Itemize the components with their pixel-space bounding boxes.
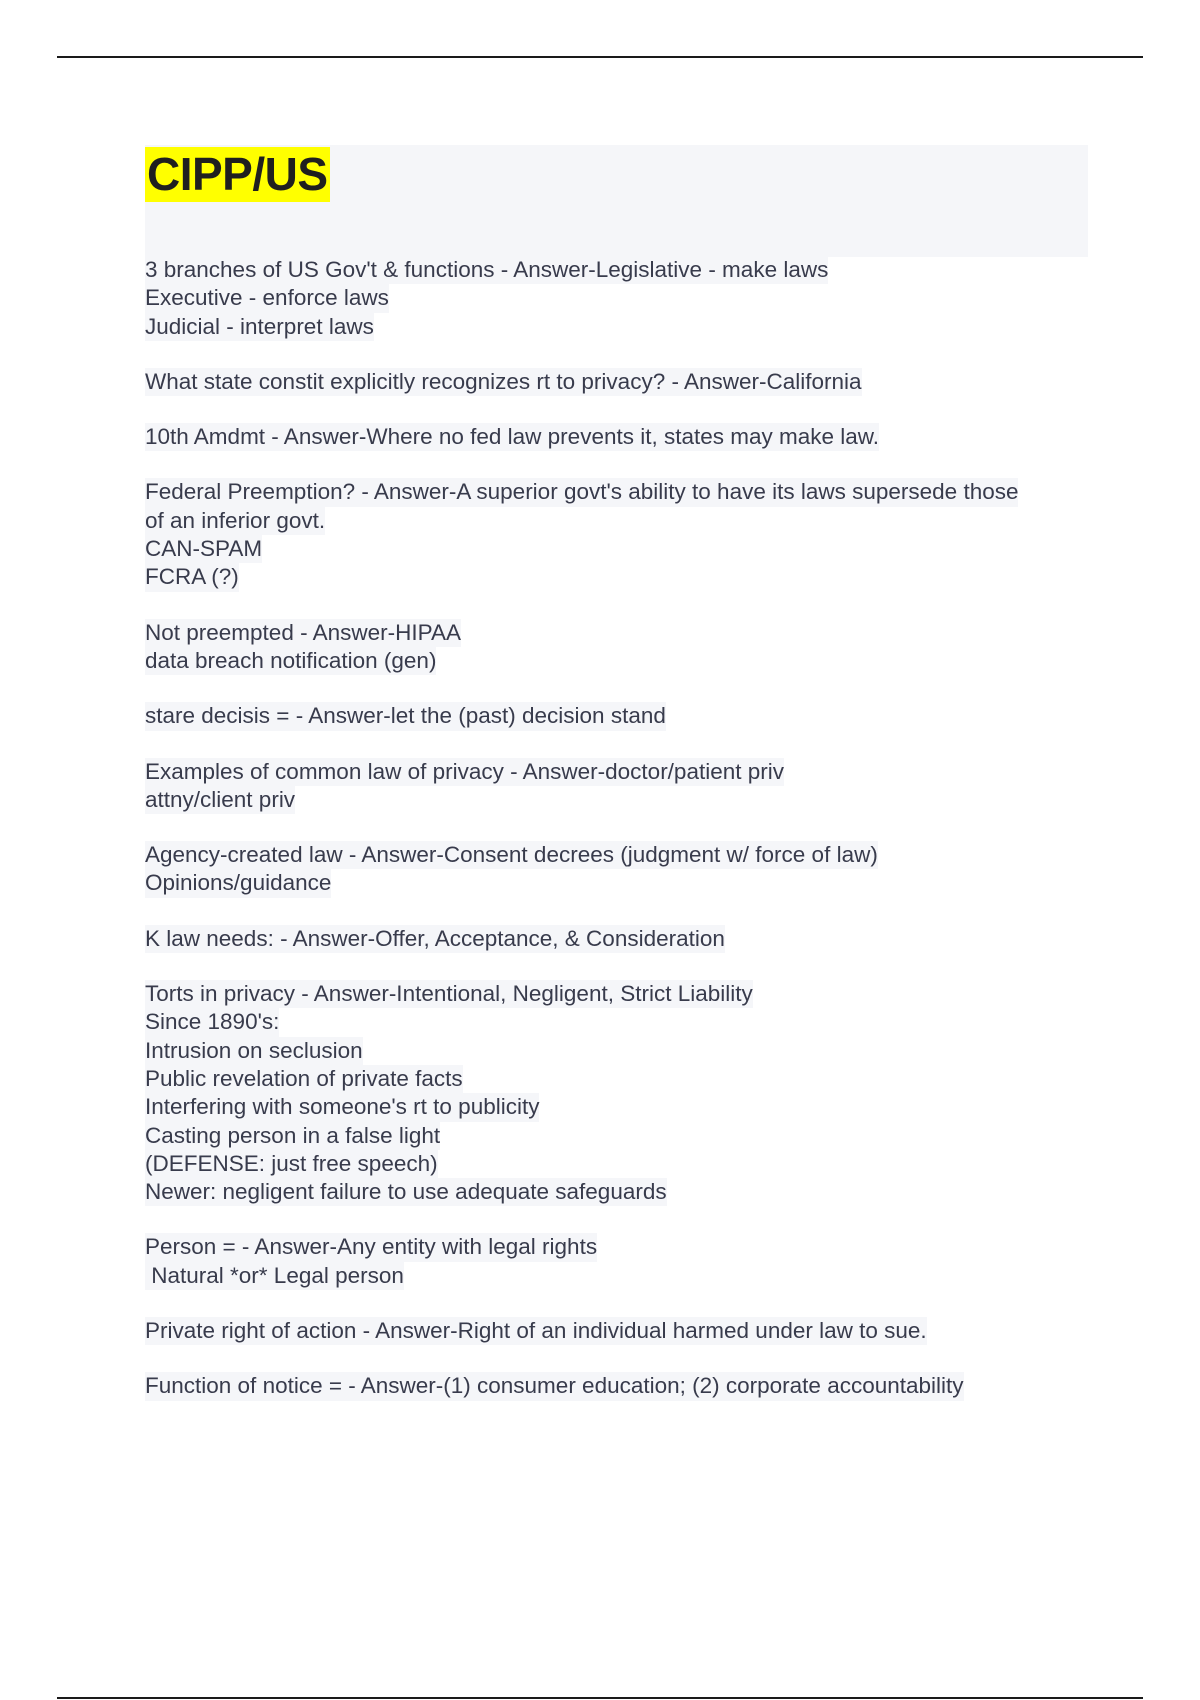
qa-answer-line: FCRA (?)	[145, 563, 239, 591]
qa-question-line: Person = - Answer-Any entity with legal rights	[145, 1233, 597, 1261]
qa-answer-line: Casting person in a false light	[145, 1122, 440, 1150]
qa-item	[145, 256, 1105, 341]
qa-item	[145, 702, 1105, 730]
qa-answer-line: Since 1890's:	[145, 1008, 279, 1036]
qa-answer-line: CAN-SPAM	[145, 535, 262, 563]
qa-question-line: Examples of common law of privacy - Answer-doctor/patient priv	[145, 758, 784, 786]
qa-item	[145, 980, 1105, 1206]
qa-question-line: Torts in privacy - Answer-Intentional, Negligent, Strict Liability	[145, 980, 753, 1008]
qa-item	[145, 423, 1105, 451]
qa-question-line: K law needs: - Answer-Offer, Acceptance, & Consideration	[145, 925, 725, 953]
qa-answer-line: Intrusion on seclusion	[145, 1037, 363, 1065]
page-title: CIPP/US	[147, 148, 328, 200]
qa-answer-line: Opinions/guidance	[145, 869, 331, 897]
qa-question-line: Agency-created law - Answer-Consent decrees (judgment w/ force of law)	[145, 841, 878, 869]
qa-item	[145, 925, 1105, 953]
qa-answer-line: Natural *or* Legal person	[145, 1262, 404, 1290]
qa-question-line: 10th Amdmt - Answer-Where no fed law prevents it, states may make law.	[145, 423, 879, 451]
qa-question-line: 3 branches of US Gov't & functions - Answer-Legislative - make laws	[145, 256, 828, 284]
qa-item	[145, 1317, 1105, 1345]
qa-answer-line: Newer: negligent failure to use adequate safeguards	[145, 1178, 667, 1206]
qa-item	[145, 758, 1105, 815]
qa-answer-line: Executive - enforce laws	[145, 284, 389, 312]
qa-item	[145, 1233, 1105, 1290]
qa-answer-line: Interfering with someone's rt to publicity	[145, 1093, 539, 1121]
qa-answer-line: Judicial - interpret laws	[145, 313, 374, 341]
qa-question-line: Private right of action - Answer-Right of an individual harmed under law to sue.	[145, 1317, 927, 1345]
qa-answer-line: of an inferior govt.	[145, 507, 325, 535]
qa-answer-line: (DEFENSE: just free speech)	[145, 1150, 438, 1178]
qa-question-line: What state constit explicitly recognizes rt to privacy? - Answer-California	[145, 368, 862, 396]
qa-question-line: Function of notice = - Answer-(1) consumer education; (2) corporate accountability	[145, 1372, 964, 1400]
qa-item	[145, 619, 1105, 676]
qa-item	[145, 478, 1105, 591]
qa-list	[145, 256, 1105, 1428]
qa-answer-line: attny/client priv	[145, 786, 295, 814]
top-rule	[57, 56, 1143, 58]
qa-item	[145, 368, 1105, 396]
qa-item	[145, 1372, 1105, 1400]
qa-answer-line: Public revelation of private facts	[145, 1065, 463, 1093]
qa-item	[145, 841, 1105, 898]
qa-answer-line: data breach notification (gen)	[145, 647, 436, 675]
qa-question-line: stare decisis = - Answer-let the (past) decision stand	[145, 702, 666, 730]
bottom-rule	[57, 1697, 1143, 1699]
qa-question-line: Federal Preemption? - Answer-A superior govt's ability to have its laws supersede those	[145, 478, 1018, 506]
qa-question-line: Not preempted - Answer-HIPAA	[145, 619, 461, 647]
